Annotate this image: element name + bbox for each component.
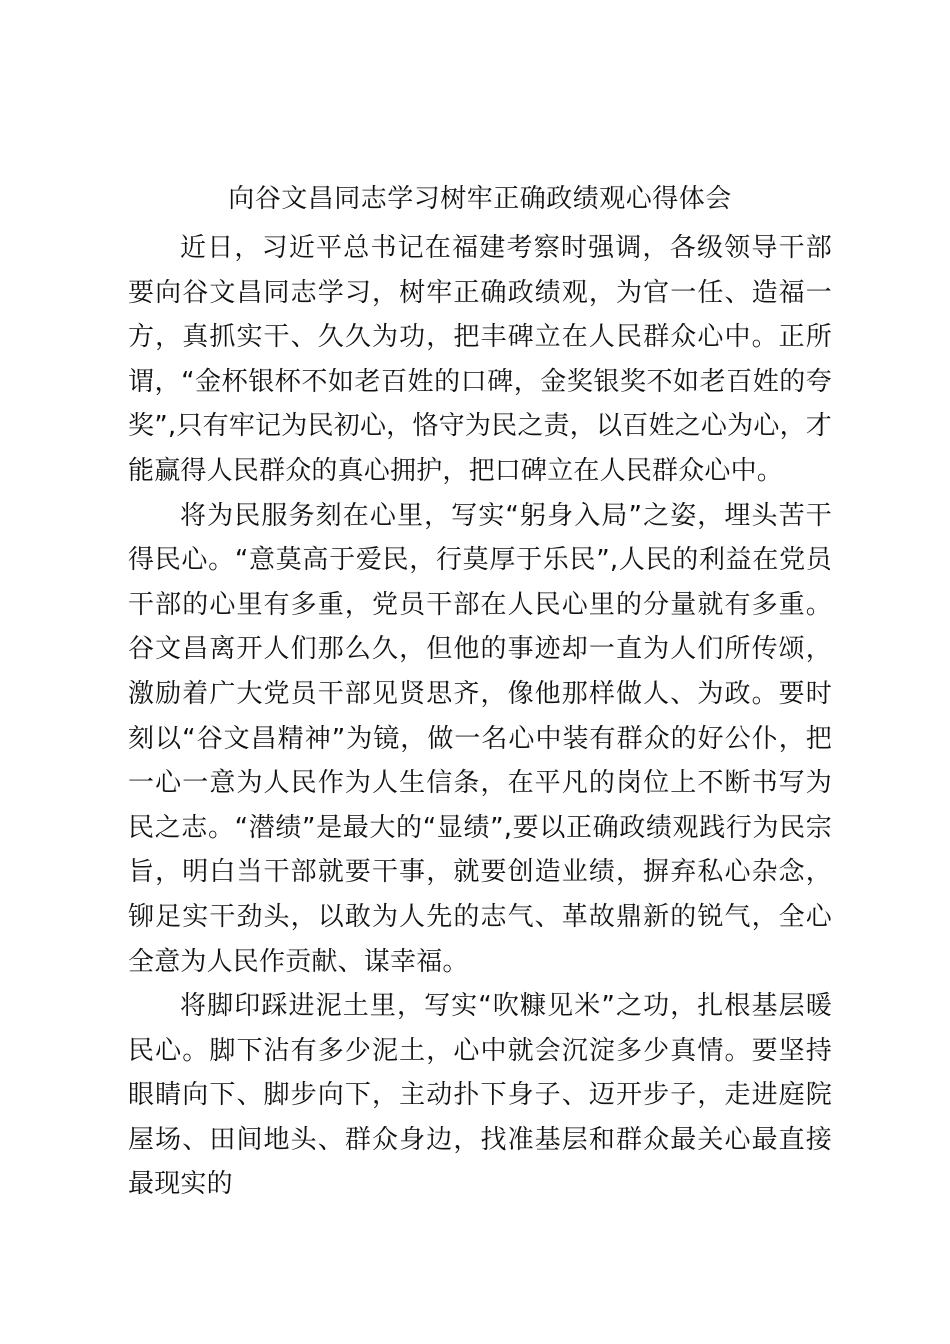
document-title: 向谷文昌同志学习树牢正确政绩观心得体会 (228, 184, 732, 214)
document-page (128, 172, 832, 1207)
paragraph-3: 将脚印踩进泥土里，写实“吹糠见米”之功，扎根基层暖民心。脚下沾有多少泥土，心中就会沉淀多少真情。要坚持眼睛向下、脚步向下，主动扑下身子、迈开步子，走进庭院屋场、田间地头、群众身边，找准基层和群众最关心最直接最现实的 (128, 991, 832, 1200)
paragraph-1: 近日，习近平总书记在福建考察时强调，各级领导干部要向谷文昌同志学习，树牢正确政绩观，为官一任、造福一方，真抓实干、久久为功，把丰碑立在人民群众心中。正所谓，“金杯银杯不如老百姓的口碑，金奖银奖不如老百姓的夸奖”,只有牢记为民初心，恪守为民之责，以百姓之心为心，才能赢得人民群众的真心拥护，把口碑立在人民群众心中。 (128, 233, 832, 486)
paragraph-2: 将为民服务刻在心里，写实“躬身入局”之姿，埋头苦干得民心。“意莫高于爱民，行莫厚于乐民”,人民的利益在党员干部的心里有多重，党员干部在人民心里的分量就有多重。谷文昌离开人们那么久，但他的事迹却一直为人们所传颂，激励着广大党员干部见贤思齐，像他那样做人、为政。要时刻以“谷文昌精神”为镜，做一名心中装有群众的好公仆，把一心一意为人民作为人生信条，在平凡的岗位上不断书写为民之志。“潜绩”是最大的“显绩”,要以正确政绩观践行为民宗旨，明白当干部就要干事，就要创造业绩，摒弃私心杂念，铆足实干劲头，以敢为人先的志气、革故鼎新的锐气，全心全意为人民作贡献、谋幸福。 (128, 500, 832, 977)
